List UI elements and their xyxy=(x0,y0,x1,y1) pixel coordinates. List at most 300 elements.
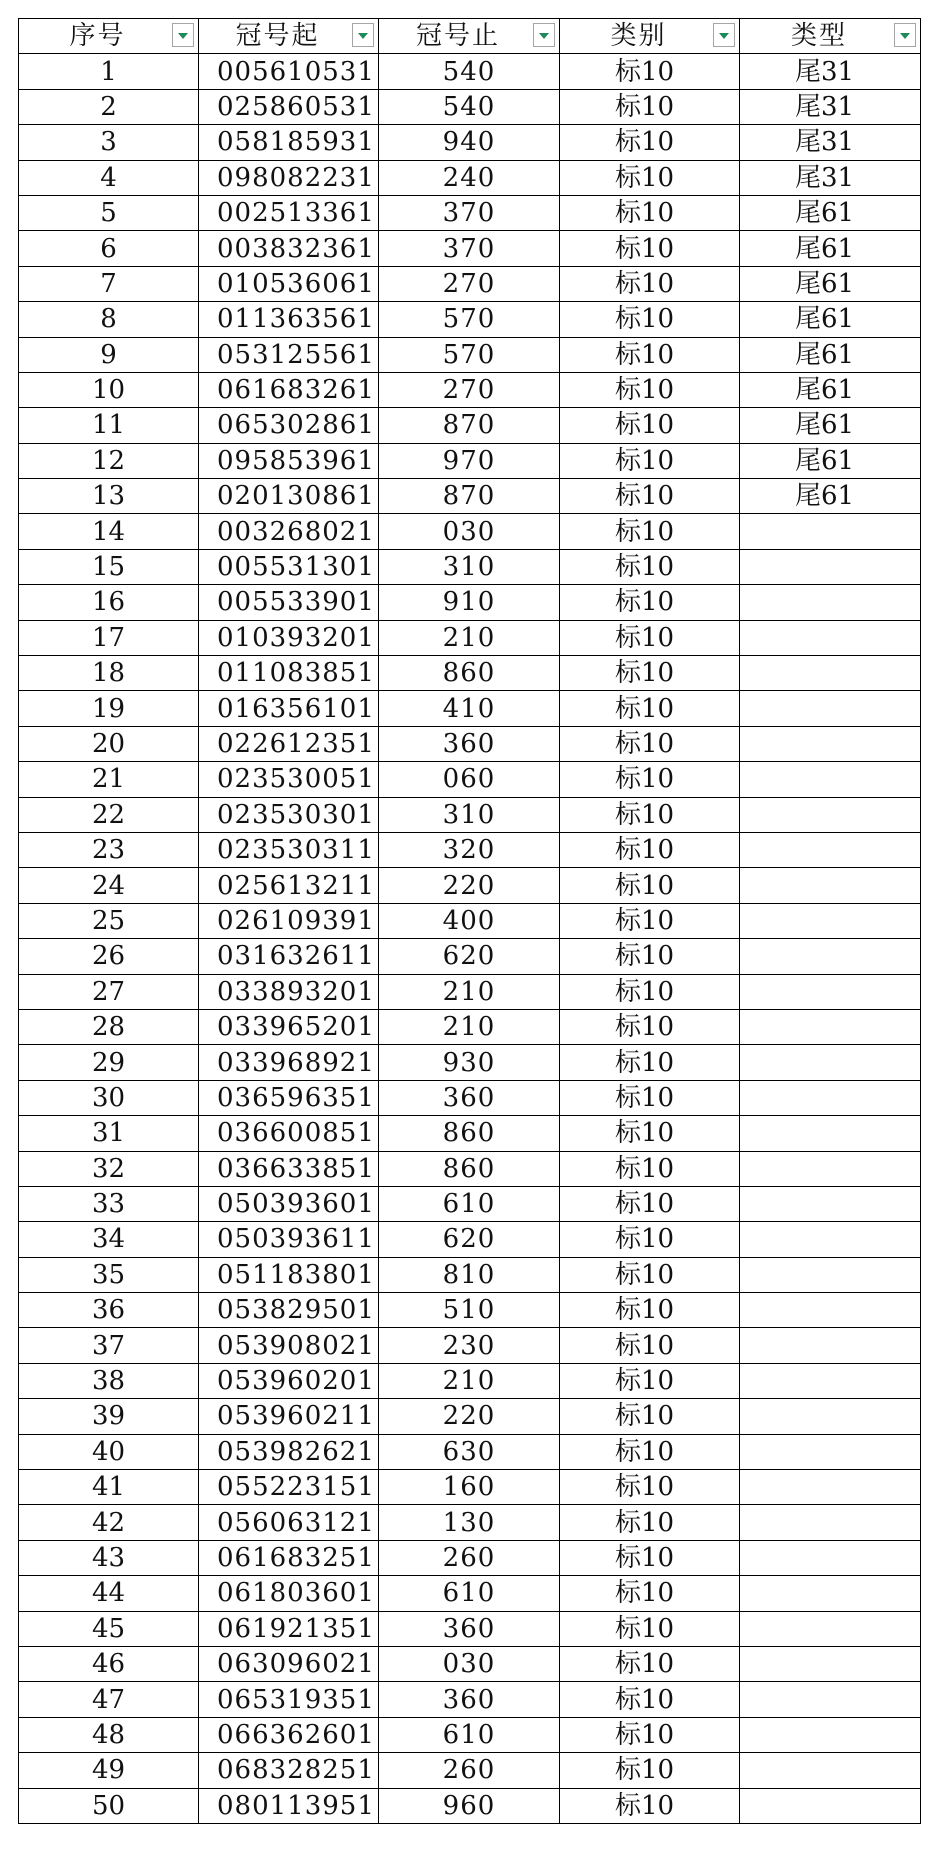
cell-serial-end[interactable]: 270 xyxy=(379,372,560,407)
cell-category[interactable]: 标10 xyxy=(560,1045,740,1080)
cell-index[interactable]: 23 xyxy=(19,832,199,867)
cell-type[interactable] xyxy=(740,1788,921,1823)
table-row xyxy=(19,1505,921,1540)
cell-index[interactable]: 35 xyxy=(19,1257,199,1292)
cell-category[interactable]: 标10 xyxy=(560,1080,740,1115)
cell-serial-start[interactable]: 020130861 xyxy=(199,479,379,514)
cell-serial-start[interactable]: 053982621 xyxy=(199,1434,379,1469)
table-row xyxy=(19,231,921,266)
table-row xyxy=(19,195,921,230)
cell-serial-start[interactable]: 063096021 xyxy=(199,1646,379,1681)
table-row xyxy=(19,1646,921,1681)
cell-serial-start[interactable]: 003832361 xyxy=(199,231,379,266)
cell-type[interactable] xyxy=(740,514,921,549)
cell-type[interactable] xyxy=(740,1646,921,1681)
filter-dropdown-icon xyxy=(900,33,910,39)
cell-category[interactable]: 标10 xyxy=(560,372,740,407)
cell-type[interactable] xyxy=(740,1399,921,1434)
cell-category[interactable]: 标10 xyxy=(560,302,740,337)
filter-dropdown-icon xyxy=(358,33,368,39)
cell-type[interactable] xyxy=(740,1222,921,1257)
table-row xyxy=(19,726,921,761)
cell-index[interactable]: 19 xyxy=(19,691,199,726)
cell-index[interactable]: 40 xyxy=(19,1434,199,1469)
column-header-type xyxy=(740,19,921,54)
cell-category[interactable]: 标10 xyxy=(560,1186,740,1221)
cell-type[interactable] xyxy=(740,1257,921,1292)
cell-category[interactable]: 标10 xyxy=(560,1293,740,1328)
cell-serial-end[interactable]: 610 xyxy=(379,1186,560,1221)
cell-serial-end[interactable]: 610 xyxy=(379,1576,560,1611)
cell-category[interactable]: 标10 xyxy=(560,1257,740,1292)
table-row xyxy=(19,479,921,514)
column-header-category xyxy=(560,19,740,54)
cell-serial-end[interactable]: 510 xyxy=(379,1293,560,1328)
cell-index[interactable]: 14 xyxy=(19,514,199,549)
cell-category[interactable]: 标10 xyxy=(560,54,740,89)
cell-index[interactable]: 5 xyxy=(19,195,199,230)
cell-serial-start[interactable]: 010393201 xyxy=(199,620,379,655)
cell-serial-end[interactable]: 210 xyxy=(379,1009,560,1044)
cell-serial-end[interactable]: 870 xyxy=(379,408,560,443)
cell-serial-end[interactable]: 130 xyxy=(379,1505,560,1540)
cell-category[interactable]: 标10 xyxy=(560,266,740,301)
cell-serial-end[interactable]: 870 xyxy=(379,479,560,514)
cell-type[interactable]: 尾61 xyxy=(740,408,921,443)
table-row xyxy=(19,266,921,301)
cell-serial-start[interactable]: 023530301 xyxy=(199,797,379,832)
cell-type[interactable]: 尾61 xyxy=(740,372,921,407)
cell-type[interactable] xyxy=(740,549,921,584)
cell-category[interactable]: 标10 xyxy=(560,231,740,266)
table-row xyxy=(19,1788,921,1823)
cell-category[interactable]: 标10 xyxy=(560,1753,740,1788)
table-row xyxy=(19,868,921,903)
table-row xyxy=(19,1045,921,1080)
cell-type[interactable] xyxy=(740,1682,921,1717)
cell-category[interactable]: 标10 xyxy=(560,1682,740,1717)
cell-serial-start[interactable]: 065319351 xyxy=(199,1682,379,1717)
table-row xyxy=(19,1576,921,1611)
cell-type[interactable] xyxy=(740,939,921,974)
cell-index[interactable]: 1 xyxy=(19,54,199,89)
cell-category[interactable]: 标10 xyxy=(560,1151,740,1186)
cell-index[interactable]: 15 xyxy=(19,549,199,584)
cell-serial-start[interactable]: 005533901 xyxy=(199,585,379,620)
cell-serial-start[interactable]: 053125561 xyxy=(199,337,379,372)
cell-type[interactable] xyxy=(740,691,921,726)
cell-type[interactable] xyxy=(740,726,921,761)
cell-serial-end[interactable]: 370 xyxy=(379,231,560,266)
cell-serial-end[interactable]: 030 xyxy=(379,514,560,549)
cell-type[interactable] xyxy=(740,1151,921,1186)
cell-index[interactable]: 11 xyxy=(19,408,199,443)
cell-serial-end[interactable]: 240 xyxy=(379,160,560,195)
cell-serial-end[interactable]: 930 xyxy=(379,1045,560,1080)
cell-type[interactable] xyxy=(740,1009,921,1044)
cell-index[interactable]: 31 xyxy=(19,1116,199,1151)
cell-type[interactable]: 尾61 xyxy=(740,479,921,514)
cell-type[interactable] xyxy=(740,868,921,903)
table-row xyxy=(19,1293,921,1328)
filter-dropdown-button[interactable] xyxy=(533,23,555,47)
cell-type[interactable] xyxy=(740,585,921,620)
cell-serial-start[interactable]: 033968921 xyxy=(199,1045,379,1080)
cell-serial-end[interactable]: 940 xyxy=(379,125,560,160)
cell-category[interactable]: 标10 xyxy=(560,1540,740,1575)
cell-serial-end[interactable]: 370 xyxy=(379,195,560,230)
cell-serial-start[interactable]: 002513361 xyxy=(199,195,379,230)
cell-index[interactable]: 29 xyxy=(19,1045,199,1080)
cell-index[interactable]: 43 xyxy=(19,1540,199,1575)
cell-serial-end[interactable]: 540 xyxy=(379,89,560,124)
table-row xyxy=(19,1116,921,1151)
cell-type[interactable] xyxy=(740,1434,921,1469)
cell-index[interactable]: 13 xyxy=(19,479,199,514)
cell-type[interactable] xyxy=(740,1540,921,1575)
cell-type[interactable]: 尾61 xyxy=(740,443,921,478)
cell-type[interactable] xyxy=(740,903,921,938)
cell-serial-end[interactable]: 610 xyxy=(379,1717,560,1752)
cell-serial-end[interactable]: 860 xyxy=(379,656,560,691)
cell-serial-start[interactable]: 031632611 xyxy=(199,939,379,974)
cell-serial-start[interactable]: 061683251 xyxy=(199,1540,379,1575)
cell-category[interactable]: 标10 xyxy=(560,1009,740,1044)
table-row xyxy=(19,514,921,549)
table-row xyxy=(19,1682,921,1717)
cell-serial-end[interactable]: 570 xyxy=(379,337,560,372)
cell-index[interactable]: 27 xyxy=(19,974,199,1009)
cell-serial-start[interactable]: 036633851 xyxy=(199,1151,379,1186)
cell-category[interactable]: 标10 xyxy=(560,125,740,160)
cell-serial-end[interactable]: 810 xyxy=(379,1257,560,1292)
cell-serial-end[interactable]: 620 xyxy=(379,1222,560,1257)
cell-serial-start[interactable]: 023530051 xyxy=(199,762,379,797)
cell-serial-end[interactable]: 220 xyxy=(379,1399,560,1434)
cell-serial-start[interactable]: 098082231 xyxy=(199,160,379,195)
cell-serial-start[interactable]: 051183801 xyxy=(199,1257,379,1292)
cell-category[interactable]: 标10 xyxy=(560,1363,740,1398)
cell-serial-start[interactable]: 056063121 xyxy=(199,1505,379,1540)
cell-index[interactable]: 44 xyxy=(19,1576,199,1611)
cell-index[interactable]: 9 xyxy=(19,337,199,372)
cell-serial-end[interactable]: 320 xyxy=(379,832,560,867)
table-row xyxy=(19,372,921,407)
cell-type[interactable] xyxy=(740,1505,921,1540)
cell-serial-end[interactable]: 230 xyxy=(379,1328,560,1363)
table-row xyxy=(19,1257,921,1292)
filter-dropdown-icon xyxy=(178,33,188,39)
cell-category[interactable]: 标10 xyxy=(560,195,740,230)
cell-serial-end[interactable]: 860 xyxy=(379,1151,560,1186)
cell-index[interactable]: 24 xyxy=(19,868,199,903)
cell-serial-start[interactable]: 061683261 xyxy=(199,372,379,407)
cell-category[interactable]: 标10 xyxy=(560,1646,740,1681)
column-header-label: 冠号起 xyxy=(235,21,320,52)
cell-category[interactable]: 标10 xyxy=(560,408,740,443)
cell-serial-start[interactable]: 003268021 xyxy=(199,514,379,549)
cell-serial-end[interactable]: 400 xyxy=(379,903,560,938)
column-header-serial-end xyxy=(379,19,560,54)
cell-serial-start[interactable]: 050393601 xyxy=(199,1186,379,1221)
cell-category[interactable]: 标10 xyxy=(560,939,740,974)
filter-dropdown-button[interactable] xyxy=(894,23,916,47)
cell-serial-start[interactable]: 050393611 xyxy=(199,1222,379,1257)
cell-category[interactable]: 标10 xyxy=(560,1328,740,1363)
cell-serial-start[interactable]: 036600851 xyxy=(199,1116,379,1151)
cell-serial-start[interactable]: 036596351 xyxy=(199,1080,379,1115)
cell-category[interactable]: 标10 xyxy=(560,89,740,124)
cell-category[interactable]: 标10 xyxy=(560,1611,740,1646)
cell-index[interactable]: 32 xyxy=(19,1151,199,1186)
column-header-label: 冠号止 xyxy=(415,21,500,52)
cell-serial-start[interactable]: 033893201 xyxy=(199,974,379,1009)
cell-serial-start[interactable]: 065302861 xyxy=(199,408,379,443)
cell-serial-start[interactable]: 016356101 xyxy=(199,691,379,726)
cell-serial-end[interactable]: 540 xyxy=(379,54,560,89)
cell-serial-start[interactable]: 005531301 xyxy=(199,549,379,584)
cell-index[interactable]: 33 xyxy=(19,1186,199,1221)
cell-serial-end[interactable]: 060 xyxy=(379,762,560,797)
cell-type[interactable] xyxy=(740,656,921,691)
cell-category[interactable]: 标10 xyxy=(560,762,740,797)
cell-index[interactable]: 41 xyxy=(19,1470,199,1505)
cell-serial-start[interactable]: 022612351 xyxy=(199,726,379,761)
cell-category[interactable]: 标10 xyxy=(560,1788,740,1823)
cell-serial-start[interactable]: 025613211 xyxy=(199,868,379,903)
cell-category[interactable]: 标10 xyxy=(560,1116,740,1151)
cell-category[interactable]: 标10 xyxy=(560,726,740,761)
cell-category[interactable]: 标10 xyxy=(560,1505,740,1540)
cell-category[interactable]: 标10 xyxy=(560,549,740,584)
cell-category[interactable]: 标10 xyxy=(560,903,740,938)
cell-serial-end[interactable]: 310 xyxy=(379,797,560,832)
cell-serial-end[interactable]: 270 xyxy=(379,266,560,301)
filter-dropdown-button[interactable] xyxy=(172,23,194,47)
cell-serial-start[interactable]: 026109391 xyxy=(199,903,379,938)
table-row xyxy=(19,54,921,89)
cell-serial-end[interactable]: 160 xyxy=(379,1470,560,1505)
cell-serial-end[interactable]: 960 xyxy=(379,1788,560,1823)
cell-serial-start[interactable]: 095853961 xyxy=(199,443,379,478)
cell-serial-start[interactable]: 068328251 xyxy=(199,1753,379,1788)
cell-serial-end[interactable]: 260 xyxy=(379,1540,560,1575)
cell-serial-start[interactable]: 033965201 xyxy=(199,1009,379,1044)
cell-serial-start[interactable]: 011363561 xyxy=(199,302,379,337)
table-row xyxy=(19,939,921,974)
cell-serial-end[interactable]: 220 xyxy=(379,868,560,903)
cell-index[interactable]: 7 xyxy=(19,266,199,301)
table-row xyxy=(19,1611,921,1646)
cell-type[interactable] xyxy=(740,620,921,655)
spreadsheet-table xyxy=(18,18,921,1824)
cell-serial-start[interactable]: 005610531 xyxy=(199,54,379,89)
cell-category[interactable]: 标10 xyxy=(560,1434,740,1469)
cell-index[interactable]: 34 xyxy=(19,1222,199,1257)
cell-serial-end[interactable]: 360 xyxy=(379,1080,560,1115)
cell-serial-start[interactable]: 053960201 xyxy=(199,1363,379,1398)
cell-category[interactable]: 标10 xyxy=(560,1576,740,1611)
table-row xyxy=(19,302,921,337)
cell-index[interactable]: 18 xyxy=(19,656,199,691)
cell-serial-end[interactable]: 310 xyxy=(379,549,560,584)
cell-type[interactable] xyxy=(740,1753,921,1788)
cell-type[interactable]: 尾31 xyxy=(740,89,921,124)
cell-type[interactable] xyxy=(740,1576,921,1611)
cell-type[interactable] xyxy=(740,974,921,1009)
cell-index[interactable]: 30 xyxy=(19,1080,199,1115)
filter-dropdown-button[interactable] xyxy=(352,23,374,47)
cell-index[interactable]: 17 xyxy=(19,620,199,655)
cell-type[interactable] xyxy=(740,832,921,867)
cell-index[interactable]: 26 xyxy=(19,939,199,974)
cell-serial-start[interactable]: 066362601 xyxy=(199,1717,379,1752)
cell-serial-end[interactable]: 860 xyxy=(379,1116,560,1151)
cell-category[interactable]: 标10 xyxy=(560,832,740,867)
cell-serial-start[interactable]: 055223151 xyxy=(199,1470,379,1505)
filter-dropdown-button[interactable] xyxy=(713,23,735,47)
cell-index[interactable]: 10 xyxy=(19,372,199,407)
cell-category[interactable]: 标10 xyxy=(560,1399,740,1434)
cell-serial-start[interactable]: 080113951 xyxy=(199,1788,379,1823)
table-row xyxy=(19,408,921,443)
cell-index[interactable]: 39 xyxy=(19,1399,199,1434)
cell-serial-end[interactable]: 360 xyxy=(379,726,560,761)
cell-serial-start[interactable]: 053908021 xyxy=(199,1328,379,1363)
cell-category[interactable]: 标10 xyxy=(560,620,740,655)
cell-index[interactable]: 47 xyxy=(19,1682,199,1717)
cell-serial-end[interactable]: 260 xyxy=(379,1753,560,1788)
cell-category[interactable]: 标10 xyxy=(560,974,740,1009)
cell-serial-end[interactable]: 410 xyxy=(379,691,560,726)
cell-type[interactable]: 尾61 xyxy=(740,302,921,337)
cell-serial-end[interactable]: 030 xyxy=(379,1646,560,1681)
cell-category[interactable]: 标10 xyxy=(560,514,740,549)
cell-serial-start[interactable]: 058185931 xyxy=(199,125,379,160)
cell-serial-end[interactable]: 210 xyxy=(379,974,560,1009)
column-header-label: 序号 xyxy=(69,21,126,52)
cell-category[interactable]: 标10 xyxy=(560,337,740,372)
cell-type[interactable]: 尾61 xyxy=(740,231,921,266)
cell-type[interactable]: 尾61 xyxy=(740,266,921,301)
cell-index[interactable]: 45 xyxy=(19,1611,199,1646)
table-row xyxy=(19,1080,921,1115)
cell-category[interactable]: 标10 xyxy=(560,656,740,691)
cell-index[interactable]: 16 xyxy=(19,585,199,620)
cell-type[interactable] xyxy=(740,1116,921,1151)
table-row xyxy=(19,1009,921,1044)
cell-index[interactable]: 25 xyxy=(19,903,199,938)
cell-serial-end[interactable]: 630 xyxy=(379,1434,560,1469)
cell-category[interactable]: 标10 xyxy=(560,1470,740,1505)
cell-serial-start[interactable]: 053829501 xyxy=(199,1293,379,1328)
cell-serial-start[interactable]: 025860531 xyxy=(199,89,379,124)
cell-type[interactable] xyxy=(740,1717,921,1752)
cell-type[interactable] xyxy=(740,1470,921,1505)
cell-index[interactable]: 4 xyxy=(19,160,199,195)
cell-category[interactable]: 标10 xyxy=(560,868,740,903)
table-row xyxy=(19,1540,921,1575)
cell-serial-start[interactable]: 010536061 xyxy=(199,266,379,301)
cell-type[interactable]: 尾31 xyxy=(740,54,921,89)
cell-type[interactable] xyxy=(740,1363,921,1398)
table-row xyxy=(19,1328,921,1363)
table-row xyxy=(19,1753,921,1788)
cell-serial-end[interactable]: 210 xyxy=(379,620,560,655)
cell-type[interactable] xyxy=(740,1080,921,1115)
cell-category[interactable]: 标10 xyxy=(560,1222,740,1257)
cell-index[interactable]: 8 xyxy=(19,302,199,337)
cell-category[interactable]: 标10 xyxy=(560,797,740,832)
cell-index[interactable]: 46 xyxy=(19,1646,199,1681)
cell-index[interactable]: 21 xyxy=(19,762,199,797)
cell-type[interactable] xyxy=(740,1328,921,1363)
cell-serial-end[interactable]: 910 xyxy=(379,585,560,620)
cell-serial-start[interactable]: 053960211 xyxy=(199,1399,379,1434)
cell-serial-start[interactable]: 061921351 xyxy=(199,1611,379,1646)
cell-type[interactable]: 尾31 xyxy=(740,160,921,195)
table-row xyxy=(19,125,921,160)
cell-serial-end[interactable]: 620 xyxy=(379,939,560,974)
cell-category[interactable]: 标10 xyxy=(560,691,740,726)
cell-type[interactable] xyxy=(740,797,921,832)
cell-index[interactable]: 42 xyxy=(19,1505,199,1540)
cell-index[interactable]: 36 xyxy=(19,1293,199,1328)
cell-category[interactable]: 标10 xyxy=(560,443,740,478)
table-row xyxy=(19,656,921,691)
cell-index[interactable]: 49 xyxy=(19,1753,199,1788)
cell-type[interactable] xyxy=(740,762,921,797)
cell-serial-end[interactable]: 570 xyxy=(379,302,560,337)
cell-type[interactable] xyxy=(740,1611,921,1646)
table-row xyxy=(19,974,921,1009)
cell-index[interactable]: 37 xyxy=(19,1328,199,1363)
column-header-index xyxy=(19,19,199,54)
filter-dropdown-icon xyxy=(539,33,549,39)
cell-category[interactable]: 标10 xyxy=(560,1717,740,1752)
cell-index[interactable]: 20 xyxy=(19,726,199,761)
cell-index[interactable]: 6 xyxy=(19,231,199,266)
cell-index[interactable]: 38 xyxy=(19,1363,199,1398)
cell-serial-end[interactable]: 360 xyxy=(379,1611,560,1646)
column-header-label: 类型 xyxy=(790,21,847,52)
cell-serial-start[interactable]: 023530311 xyxy=(199,832,379,867)
cell-serial-end[interactable]: 210 xyxy=(379,1363,560,1398)
cell-index[interactable]: 50 xyxy=(19,1788,199,1823)
cell-serial-start[interactable]: 061803601 xyxy=(199,1576,379,1611)
cell-type[interactable] xyxy=(740,1293,921,1328)
cell-type[interactable]: 尾61 xyxy=(740,337,921,372)
table-row xyxy=(19,620,921,655)
cell-serial-end[interactable]: 970 xyxy=(379,443,560,478)
table-row xyxy=(19,1151,921,1186)
cell-category[interactable]: 标10 xyxy=(560,479,740,514)
cell-index[interactable]: 48 xyxy=(19,1717,199,1752)
cell-index[interactable]: 2 xyxy=(19,89,199,124)
cell-category[interactable]: 标10 xyxy=(560,160,740,195)
cell-serial-end[interactable]: 360 xyxy=(379,1682,560,1717)
cell-type[interactable] xyxy=(740,1045,921,1080)
cell-index[interactable]: 12 xyxy=(19,443,199,478)
cell-index[interactable]: 3 xyxy=(19,125,199,160)
cell-type[interactable] xyxy=(740,1186,921,1221)
cell-index[interactable]: 22 xyxy=(19,797,199,832)
cell-category[interactable]: 标10 xyxy=(560,585,740,620)
cell-type[interactable]: 尾61 xyxy=(740,195,921,230)
cell-type[interactable]: 尾31 xyxy=(740,125,921,160)
cell-serial-start[interactable]: 011083851 xyxy=(199,656,379,691)
cell-index[interactable]: 28 xyxy=(19,1009,199,1044)
